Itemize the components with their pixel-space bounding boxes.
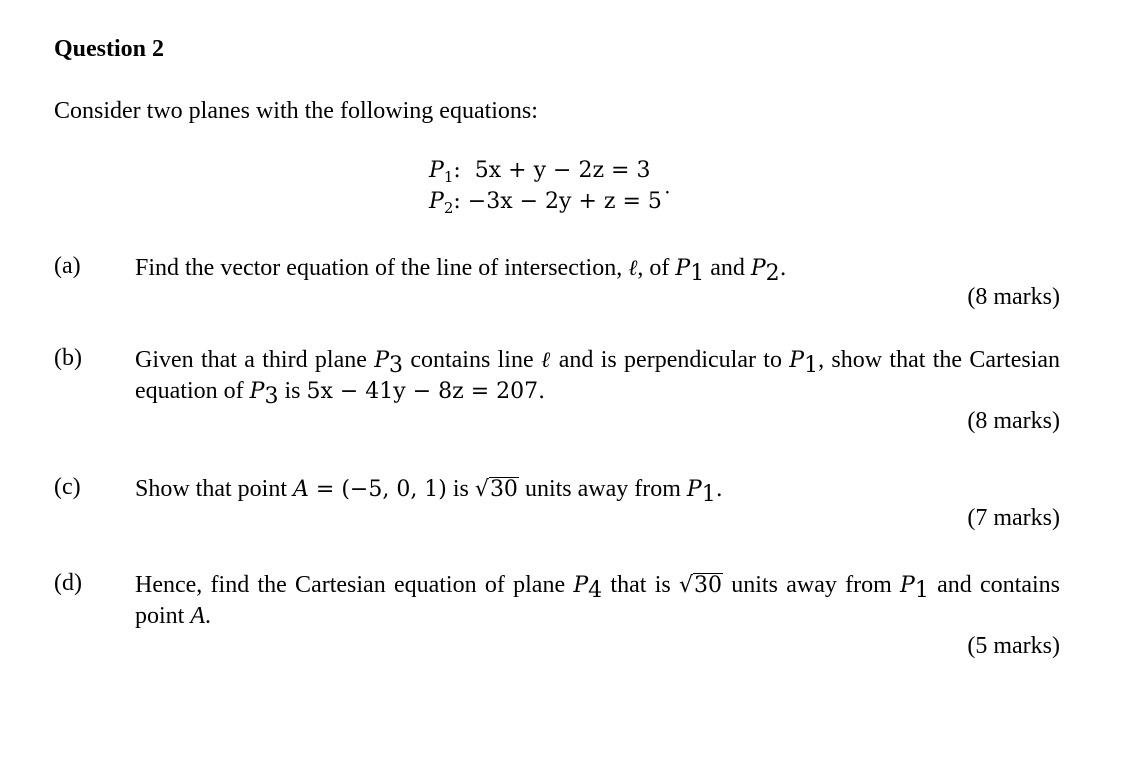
part-d-text: Hence, find the Cartesian equation of plane $P_4$ that is √ 30 units away from $P_1$ and contains point A. (135, 572, 1061, 629)
part-a-text: Find the vector equation of the line of intersection, ℓ, of $P_1$ and $P_2$. (135, 255, 787, 286)
equation-p2: $P_2$: −3x − 2y + z = 5˙ (429, 189, 673, 217)
part-c-text: Show that point A = (−5, 0, 1) is √ 30 units away from $P_1$. (135, 476, 723, 507)
part-a-marks: (8 marks) (967, 284, 1060, 310)
part-b-label: (b) (54, 345, 82, 371)
equation-p1: $P_1$: 5x + y − 2z = 3 (429, 158, 651, 186)
part-c-marks: (7 marks) (967, 505, 1060, 531)
part-b-marks: (8 marks) (967, 408, 1060, 434)
question-heading: Question 2 (54, 36, 165, 62)
plane-equations (429, 155, 673, 217)
p3-equation: 5x − 41y − 8z = 207 (306, 379, 539, 404)
sqrt-30: √ 30 (678, 573, 722, 598)
intro-text: Consider two planes with the following equations: (54, 98, 538, 124)
part-c-label: (c) (54, 474, 81, 500)
part-b-text: Given that a third plane $P_3$ contains line ℓ and is perpendicular to $P_1$, show that the Cartesian equation of $P_3$ is 5x − 41y − 8z = 207. (135, 347, 1061, 409)
part-a-label: (a) (54, 253, 81, 279)
part-d-marks: (5 marks) (967, 633, 1060, 659)
sqrt-30: √ 30 (474, 477, 518, 502)
part-d-label: (d) (54, 570, 82, 596)
